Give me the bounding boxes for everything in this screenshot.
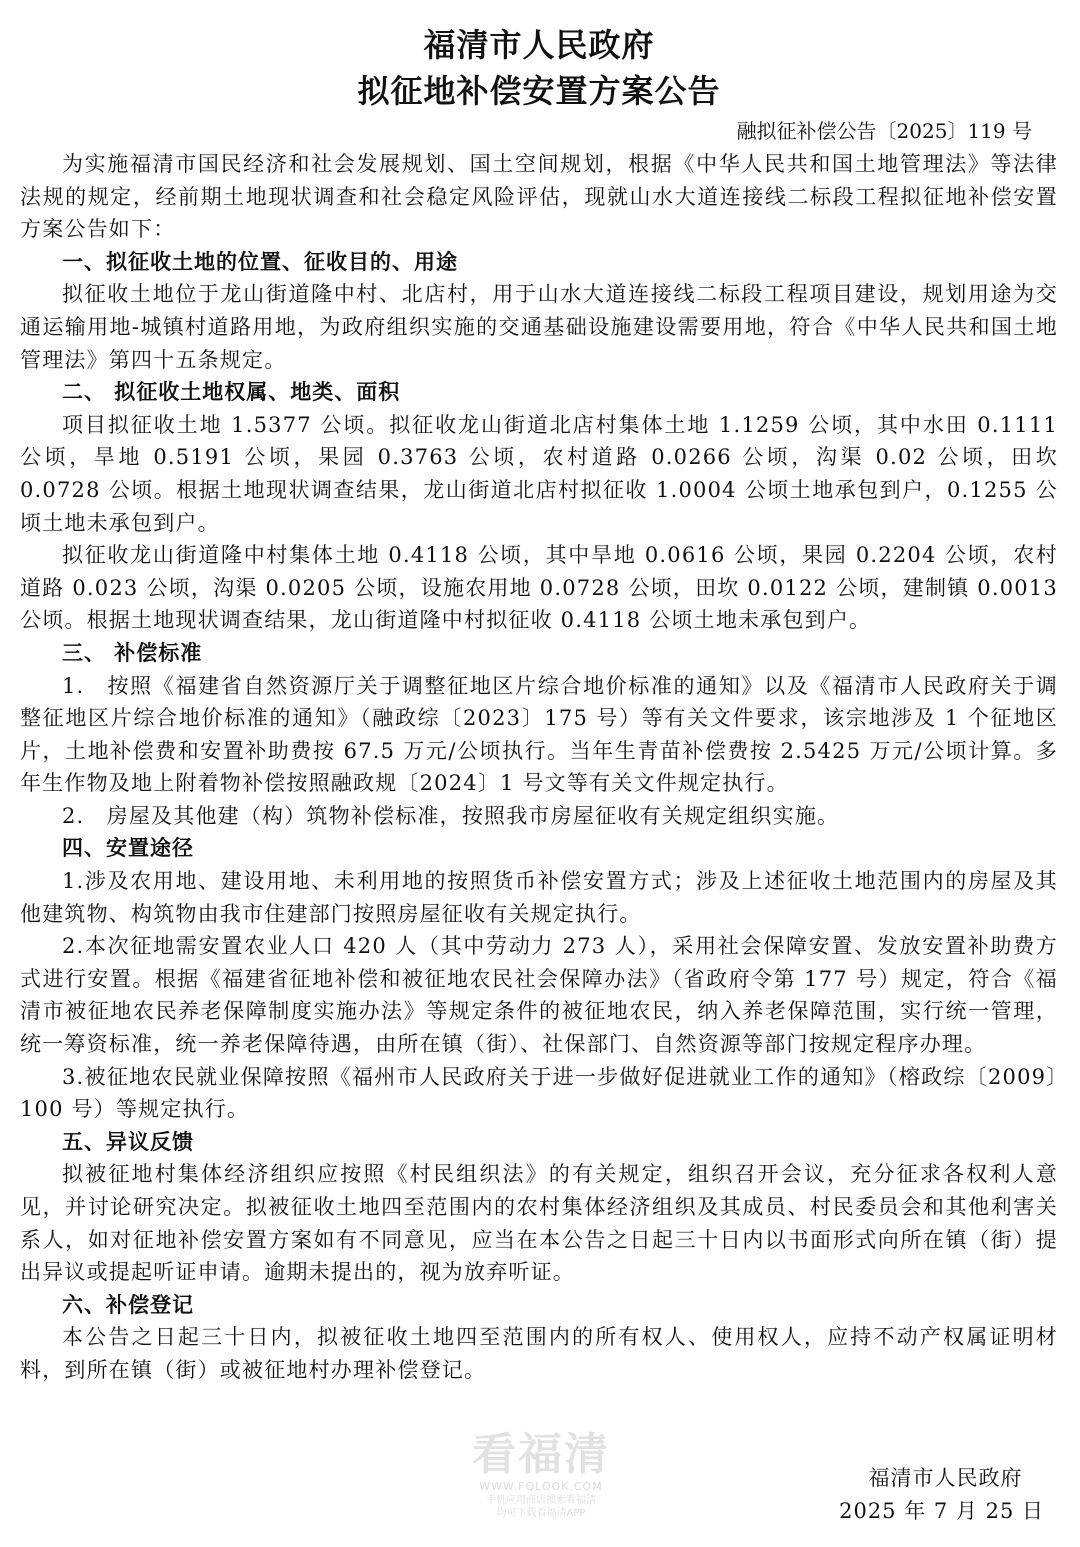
section-paragraph: 拟征收土地位于龙山街道隆中村、北店村，用于山水大道连接线二标段工程项目建设，规划用途为交通运输用地-城镇村道路用地，为政府组织实施的交通基础设施建设需要用地，符合《中华人民共和国土地管理法》第四十五条规定。	[20, 282, 1058, 372]
section-objection	[20, 1126, 1058, 1289]
section-location	[20, 246, 1058, 376]
section-land-area	[20, 376, 1058, 637]
section-paragraph: 3.被征地农民就业保障按照《福州市人民政府关于进一步做好促进就业工作的通知》（榕政综〔2009〕100 号）等规定执行。	[20, 1064, 1058, 1122]
section-paragraph: 本公告之日起三十日内，拟被征收土地四至范围内的所有权人、使用权人，应持不动产权属证明材料，到所在镇（街）或被征地村办理补偿登记。	[20, 1325, 1058, 1382]
section-compensation-standard	[20, 637, 1058, 833]
section-heading: 三、 补偿标准	[62, 640, 203, 665]
watermark-brand: 看福清	[472, 1429, 610, 1480]
section-heading: 一、拟征收土地的位置、征收目的、用途	[62, 249, 458, 274]
intro-paragraph: 为实施福清市国民经济和社会发展规划、国土空间规划，根据《中华人民共和国土地管理法》等法律法规的规定，经前期土地现状调查和社会稳定风险评估，现就山水大道连接线二标段工程拟征地补偿安置方案公告如下：	[20, 152, 1058, 242]
signature-date: 2025 年 7 月 25 日	[839, 1499, 1044, 1523]
signature-block	[839, 1462, 1044, 1528]
section-heading: 四、安置途径	[62, 836, 194, 861]
signature-org: 福清市人民政府	[868, 1466, 1023, 1490]
section-paragraph: 项目拟征收土地 1.5377 公顷。拟征收龙山街道北店村集体土地 1.1259 公顷，其中水田 0.1111 公顷，旱地 0.5191 公顷，果园 0.3763 公顷，农村道路 0.0266 公顷，沟渠 0.02 公顷，田坎 0.0728 公顷。根据土地现状调查结果，龙山街道北店村拟征收 1.0004 公顷土地承包到户，0.1255 公顷土地未承包到户。	[20, 412, 1058, 535]
watermark-url: WWW.FQLOOK.COM	[479, 1480, 603, 1493]
section-heading: 五、异议反馈	[62, 1129, 194, 1154]
section-paragraph: 2. 房屋及其他建（构）筑物补偿标准，按照我市房屋征收有关规定组织实施。	[62, 803, 840, 828]
watermark-line: 手机应用商店搜索看福清	[486, 1495, 596, 1506]
section-heading: 二、 拟征收土地权属、地类、面积	[62, 380, 401, 405]
title-issuer: 福清市人民政府	[423, 26, 655, 64]
section-paragraph: 1. 按照《福建省自然资源厅关于调整征地区片综合地价标准的通知》以及《福清市人民政府关于调整征地区片综合地价标准的通知》（融政综〔2023〕175 号）等有关文件要求，该宗地涉及 1 个征地区片，土地补偿费和安置补助费按 67.5 万元/公顷执行。当年生青苗补偿费按 2.5425 万元/公顷计算。多年生作物及地上附着物补偿按照融政规〔2024〕1 号文等有关文件规定执行。	[20, 673, 1058, 796]
section-heading: 六、补偿登记	[62, 1292, 194, 1317]
section-paragraph: 1.涉及农用地、建设用地、未利用地的按照货币补偿安置方式；涉及上述征收土地范围内的房屋及其他建筑物、构筑物由我市住建部门按照房屋征收有关规定执行。	[20, 869, 1058, 926]
section-paragraph: 拟被征地村集体经济组织应按照《村民组织法》的有关规定，组织召开会议，充分征求各权利人意见，并讨论研究决定。拟被征收土地四至范围内的农村集体经济组织及其成员、村民委员会和其他利害关系人，如对征地补偿安置方案如有不同意见，应当在本公告之日起三十日内以书面形式向所在镇（街）提出异议或提起听证申请。逾期未提出的，视为放弃听证。	[20, 1162, 1058, 1285]
document-number: 融拟征补偿公告〔2025〕119 号	[736, 119, 1032, 143]
section-resettlement	[20, 832, 1058, 1125]
section-paragraph: 2.本次征地需安置农业人口 420 人（其中劳动力 273 人），采用社会保障安置、发放安置补助费方式进行安置。根据《福建省征地补偿和被征地农民社会保障办法》（省政府令第 177 号）规定，符合《福清市被征地农民养老保障制度实施办法》等规定条件的被征地农民，纳入养老保障范围，实行统一管理，统一筹资标准，统一养老保障待遇，由所在镇（街）、社保部门、自然资源等部门按规定程序办理。	[20, 934, 1058, 1057]
title-notice: 拟征地补偿安置方案公告	[357, 72, 721, 110]
site-watermark	[452, 1430, 630, 1520]
watermark-line: 均可下载看福清APP	[496, 1508, 586, 1519]
section-registration	[20, 1289, 1058, 1387]
section-paragraph: 拟征收龙山街道隆中村集体土地 0.4118 公顷，其中旱地 0.0616 公顷，果园 0.2204 公顷，农村道路 0.023 公顷，沟渠 0.0205 公顷，设施农用地 0.0728 公顷，田坎 0.0122 公顷，建制镇 0.0013 公顷。根据土地现状调查结果，龙山街道隆中村拟征收 0.4118 公顷土地未承包到户。	[20, 543, 1058, 633]
